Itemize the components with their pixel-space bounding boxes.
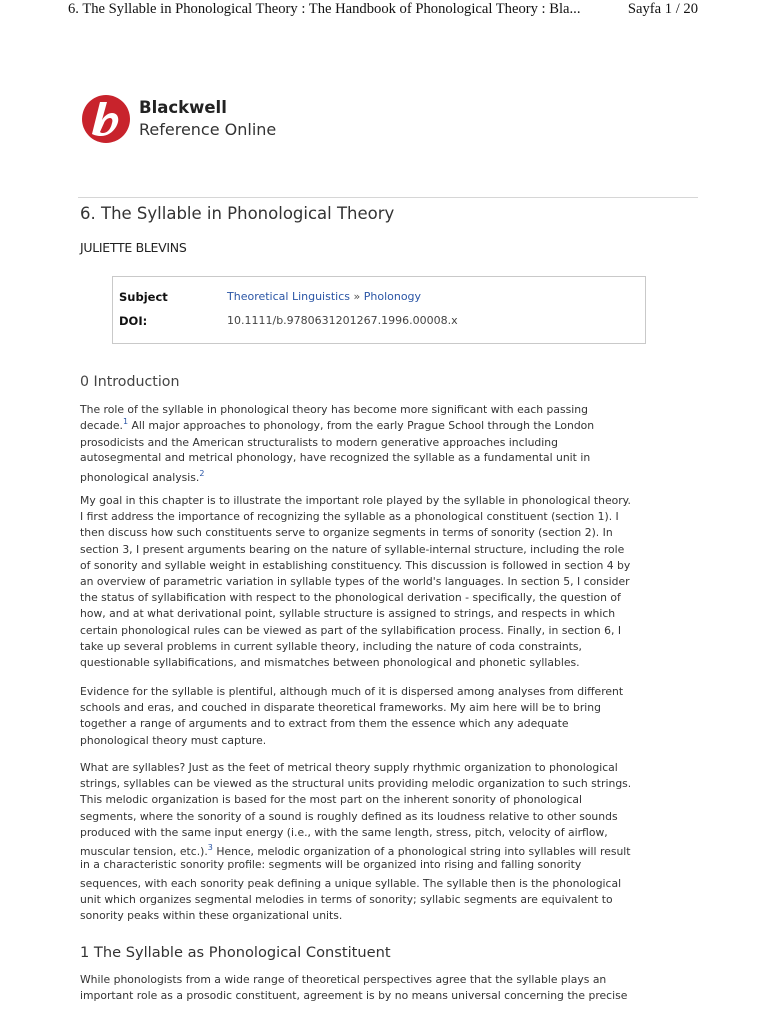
article-title: 6. The Syllable in Phonological Theory — [80, 204, 395, 223]
text-line: phonological theory must capture. — [80, 733, 267, 747]
text-line: of sonority and syllable weight in establishing constituency. This discussion is followed in section 4 by — [80, 558, 631, 572]
text-fragment: All major approaches to phonology, from the early Prague School through the London — [128, 419, 595, 433]
text-line: What are syllables? Just as the feet of metrical theory supply rhythmic organization to phonological — [80, 761, 618, 774]
text-fragment: Hence, melodic organization of a phonological string into syllables will result — [212, 845, 631, 858]
text-line: schools and eras, and couched in disparate theoretical frameworks. My aim here will be to bring — [80, 701, 601, 715]
print-header-title: 6. The Syllable in Phonological Theory : The Handbook of Phonological Theory : Bla... — [68, 1, 581, 17]
section-heading-introduction: 0 Introduction — [80, 374, 180, 390]
text-line: unit which organizes segmental melodies in terms of sonority; syllabic segments are equivalent to — [80, 893, 613, 907]
text-line: an overview of parametric variation in syllable types of the world's languages. In section 5, I consider — [80, 575, 630, 589]
subject-link-theoretical-linguistics[interactable]: Theoretical Linguistics — [227, 290, 350, 303]
footnote-ref-1[interactable]: 1 — [122, 417, 129, 427]
paragraph-continued — [80, 436, 670, 465]
subject-label: Subject — [119, 290, 168, 304]
text-line: strings, syllables can be viewed as the structural units providing melodic organization to such strings. — [80, 777, 632, 791]
text-line: autosegmental and metrical phonology, have recognized the syllable as a fundamental unit in — [80, 450, 591, 464]
text-line: While phonologists from a wide range of theoretical perspectives agree that the syllable plays an — [80, 973, 607, 986]
doi-value: 10.1111/b.9780631201267.1996.00008.x — [227, 314, 458, 327]
text-line — [80, 470, 670, 486]
paragraph — [80, 684, 670, 749]
paragraph-continued — [80, 843, 670, 871]
breadcrumb-separator: » — [353, 290, 361, 303]
article-author: JULIETTE BLEVINS — [80, 240, 187, 255]
section-heading-1: 1 The Syllable as Phonological Constituent — [80, 944, 391, 961]
text-line: produced with the same input energy (i.e., with the same length, stress, pitch, velocity of airflow, — [80, 825, 608, 839]
text-line: segments, where the sonority of a sound is roughly defined as its loudness relative to other sounds — [80, 809, 618, 823]
subject-link-pholonogy[interactable]: Pholonogy — [363, 290, 422, 303]
blackwell-b-icon — [80, 93, 132, 145]
text-line: how, and at what derivational point, syllable structure is assigned to strings, and respects in which — [80, 607, 616, 621]
text-line: in a characteristic sonority profile: segments will be organized into rising and falling sonority — [80, 857, 582, 871]
text-line — [80, 843, 670, 859]
divider — [78, 197, 698, 198]
text-line — [80, 418, 670, 434]
page-counter: Sayfa 1 / 20 — [627, 1, 698, 17]
text-line: certain phonological rules can be viewed as part of the syllabification process. Finally, in section 6, I — [80, 623, 622, 637]
subject-value — [227, 290, 421, 303]
text-fragment: phonological analysis. — [80, 471, 200, 484]
text-line: My goal in this chapter is to illustrate the important role played by the syllable in phonological theory. — [80, 494, 631, 507]
footnote-ref-2[interactable]: 2 — [199, 469, 205, 478]
metadata-box — [112, 276, 646, 344]
text-line: Evidence for the syllable is plentiful, although much of it is dispersed among analyses from different — [80, 685, 624, 698]
paragraph-continued — [80, 876, 670, 925]
text-line: prosodicists and the American structuralists to modern generative approaches including — [80, 436, 558, 449]
paragraph-continued — [80, 470, 670, 486]
text-line: take up several problems in current syllable theory, including the nature of coda constraints, — [80, 639, 582, 653]
text-line: sonority peaks within these organizational units. — [80, 909, 343, 923]
footnote-ref-3[interactable]: 3 — [207, 843, 213, 852]
text-line: I first address the importance of recognizing the syllable as a phonological constituent (section 1). I — [80, 510, 619, 524]
text-line: together a range of arguments and to extract from them the essence which any adequate — [80, 717, 569, 731]
paragraph — [80, 402, 670, 434]
brand-subtitle: Reference Online — [139, 120, 277, 139]
text-line: section 3, I present arguments bearing on the nature of syllable-internal structure, including the role — [80, 542, 625, 556]
print-header — [68, 1, 708, 18]
paragraph — [80, 972, 670, 1004]
text-line: important role as a prosodic constituent, agreement is by no means universal concerning the precise — [80, 989, 628, 1003]
text-fragment: muscular tension, etc.). — [80, 845, 208, 858]
text-line: then discuss how such constituents serve to organize segments in terms of sonority (section 2). In — [80, 526, 613, 540]
text-line: The role of the syllable in phonological theory has become more significant with each passing — [80, 403, 588, 416]
paragraph — [80, 493, 670, 671]
text-line: the status of syllabification with respect to the phonological derivation - specifically, the question of — [80, 591, 621, 605]
brand-logo[interactable] — [80, 93, 310, 149]
text-fragment: decade. — [80, 419, 123, 433]
text-line: This melodic organization is based for the most part on the inherent sonority of phonological — [80, 793, 583, 807]
text-line: sequences, with each sonority peak defining a unique syllable. The syllable then is the phonological — [80, 877, 622, 890]
text-line: questionable syllabifications, and mismatches between phonological and phonetic syllables. — [80, 656, 580, 670]
brand-name: Blackwell — [139, 98, 227, 117]
doi-label: DOI: — [119, 314, 148, 328]
paragraph — [80, 760, 670, 841]
